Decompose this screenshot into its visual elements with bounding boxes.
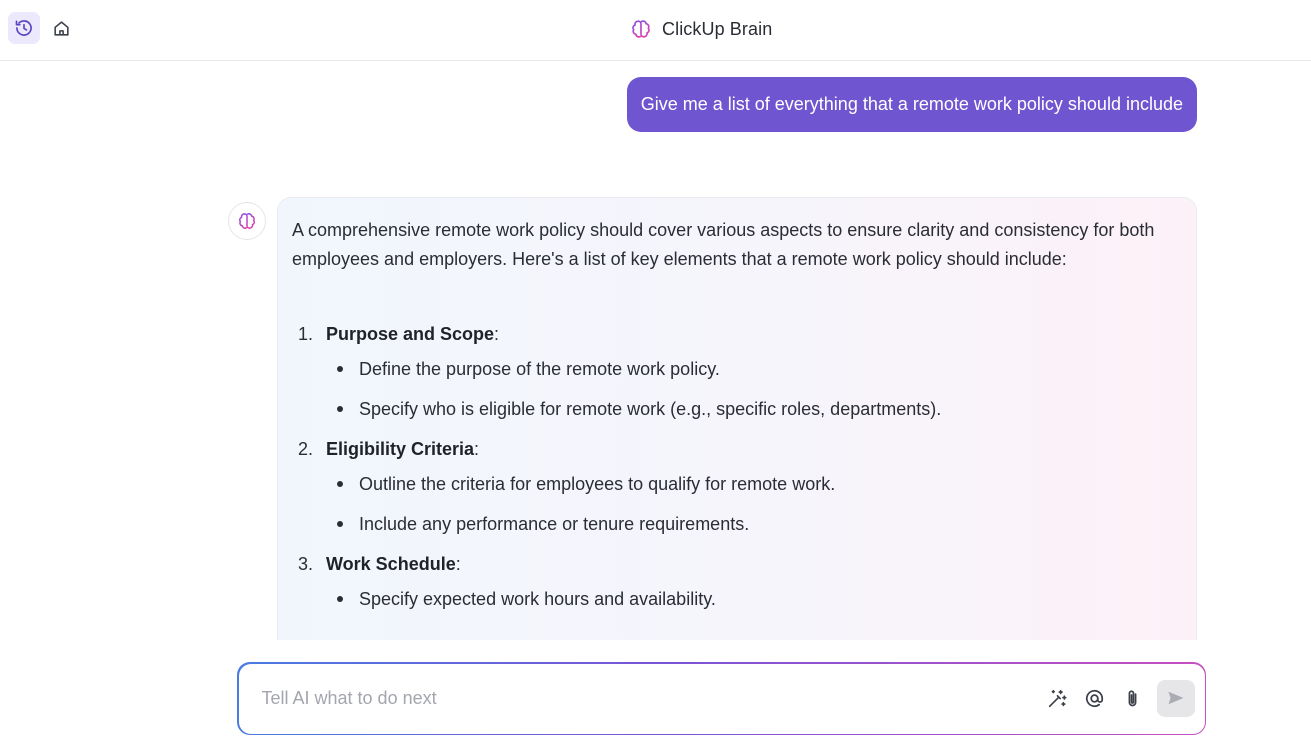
section-title: Eligibility Criteria xyxy=(326,439,475,459)
ai-avatar xyxy=(228,202,266,240)
section-heading: Work Schedule: xyxy=(326,554,461,574)
top-bar xyxy=(0,0,1311,61)
ai-composer-inner xyxy=(239,664,1205,734)
section-points xyxy=(326,356,1182,422)
send-icon xyxy=(1166,688,1186,708)
section-heading: Purpose and Scope: xyxy=(326,324,500,344)
mention-icon xyxy=(1084,688,1105,709)
attach-icon xyxy=(1122,688,1143,709)
policy-elements-list xyxy=(292,321,1182,612)
section-points xyxy=(326,471,1182,537)
section-title: Purpose and Scope xyxy=(326,324,495,344)
chat-thread xyxy=(0,61,1311,640)
clickup-brain-logo-icon xyxy=(630,18,652,40)
section-title: Work Schedule xyxy=(326,554,456,574)
section-points xyxy=(326,586,1182,612)
list-item-number: 3. xyxy=(298,554,314,574)
home-icon xyxy=(52,19,71,38)
bullet-point: Specify expected work hours and availability. xyxy=(326,586,1182,612)
clickup-brain-avatar-icon xyxy=(237,211,257,231)
attach-button[interactable] xyxy=(1120,686,1146,712)
ai-response-card xyxy=(277,197,1197,640)
bullet-point: Define the purpose of the remote work policy. xyxy=(326,356,1182,382)
user-message-bubble: Give me a list of everything that a remote work policy should include xyxy=(627,77,1197,132)
ai-prompt-input[interactable] xyxy=(262,684,1022,714)
list-item-number: 1. xyxy=(298,324,314,344)
list-item-number: 2. xyxy=(298,439,314,459)
home-button[interactable] xyxy=(45,12,77,44)
magic-wand-button[interactable] xyxy=(1044,686,1070,712)
mention-button[interactable] xyxy=(1082,686,1108,712)
section-heading: Eligibility Criteria: xyxy=(326,439,480,459)
list-item xyxy=(292,551,1182,612)
bullet-point: Outline the criteria for employees to qualify for remote work. xyxy=(326,471,1182,497)
page-title-label: ClickUp Brain xyxy=(662,18,773,39)
bullet-point: Specify who is eligible for remote work (e.g., specific roles, departments). xyxy=(326,396,1182,422)
page-title xyxy=(630,16,772,42)
magic-wand-icon xyxy=(1046,688,1068,710)
ai-composer xyxy=(237,662,1206,735)
bullet-point: Include any performance or tenure requirements. xyxy=(326,511,1182,537)
send-button[interactable] xyxy=(1157,680,1195,717)
list-item xyxy=(292,436,1182,537)
list-item xyxy=(292,321,1182,422)
ai-response-intro: A comprehensive remote work policy should cover various aspects to ensure clarity and consistency for both employees and employers. Here's a list of key elements that a remote work policy should include: xyxy=(292,220,1155,269)
history-button[interactable] xyxy=(8,12,40,44)
history-icon xyxy=(14,18,34,38)
